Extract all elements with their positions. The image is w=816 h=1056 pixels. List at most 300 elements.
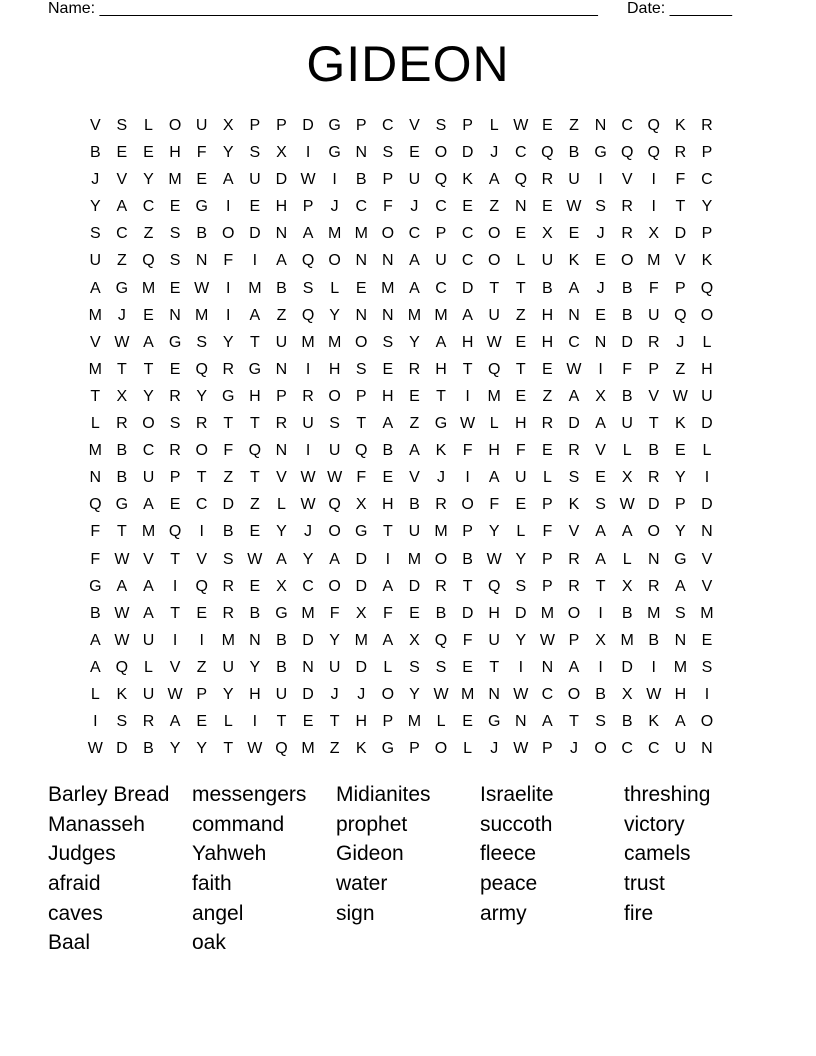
grid-cell: C (621, 117, 633, 134)
grid-cell: E (409, 387, 420, 405)
grid-cell: H (435, 360, 447, 378)
grid-cell: Q (195, 577, 208, 595)
grid-cell: H (674, 685, 687, 703)
grid-cell: I (93, 713, 98, 731)
grid-cell: O (328, 523, 341, 541)
grid-cell: T (515, 279, 526, 297)
grid-cell: W (300, 469, 316, 487)
grid-cell: W (247, 740, 263, 758)
grid-cell: W (646, 685, 662, 703)
grid-cell: V (276, 469, 287, 487)
grid-row (82, 329, 720, 356)
grid-cell: E (116, 144, 128, 162)
grid-cell: L (622, 442, 632, 460)
grid-cell: M (407, 306, 422, 324)
grid-cell: Y (329, 631, 340, 649)
grid-cell: R (541, 171, 554, 189)
grid-cell: S (595, 713, 606, 731)
grid-cell: Q (700, 279, 714, 297)
word-bank-item: Midianites (336, 783, 431, 806)
grid-cell: E (409, 144, 420, 162)
grid-cell: D (355, 550, 368, 568)
grid-cell: N (515, 198, 527, 216)
grid-cell: T (196, 469, 207, 487)
grid-cell: A (276, 252, 287, 270)
grid-cell: A (568, 387, 580, 405)
grid-cell: W (460, 415, 476, 433)
grid-cell: I (305, 144, 311, 162)
grid-cell: W (327, 469, 343, 487)
grid-cell: W (194, 279, 210, 297)
word-bank-item: Gideon (336, 842, 404, 866)
grid-cell: E (515, 496, 527, 514)
grid-cell: O (461, 496, 474, 514)
grid-cell: C (568, 333, 580, 351)
grid-cell: R (222, 360, 235, 378)
grid-cell: E (595, 469, 606, 487)
grid-cell: Z (542, 387, 553, 405)
grid-cell: Y (276, 523, 287, 541)
grid-cell: U (701, 387, 713, 405)
grid-cell: L (144, 658, 153, 676)
grid-cell: L (436, 713, 446, 731)
grid-cell: E (169, 360, 181, 378)
grid-cell: P (409, 740, 420, 758)
word-bank-item: angel (192, 901, 244, 925)
grid-cell: H (541, 333, 554, 351)
grid-cell: Y (222, 685, 234, 703)
grid-cell: P (542, 577, 553, 595)
grid-cell: O (355, 333, 368, 351)
grid-cell: B (409, 496, 420, 514)
grid-cell: B (542, 279, 553, 297)
grid-cell: T (436, 387, 446, 405)
grid-cell: B (435, 604, 447, 622)
grid-cell: R (302, 387, 314, 405)
grid-cell: O (434, 550, 448, 568)
grid-cell: X (621, 469, 633, 487)
grid-cell: E (169, 279, 181, 297)
grid-cell: F (542, 523, 553, 541)
grid-cell: O (142, 415, 155, 433)
grid-cell: C (142, 442, 155, 460)
grid-cell: B (621, 604, 633, 622)
grid-cell: U (302, 415, 314, 433)
grid-cell: M (301, 333, 315, 351)
grid-cell: A (409, 442, 420, 460)
grid-cell: Q (674, 306, 687, 324)
grid-cell: X (276, 577, 287, 595)
grid-cell: N (674, 631, 687, 649)
grid-cell: U (647, 306, 660, 324)
grid-cell: A (595, 523, 606, 541)
grid-cell: T (329, 713, 340, 731)
grid-cell: I (226, 279, 231, 297)
grid-cell: A (89, 279, 101, 297)
grid-cell: M (434, 306, 448, 324)
grid-cell: F (382, 198, 393, 216)
grid-cell: H (275, 198, 288, 216)
grid-cell: J (596, 279, 605, 297)
grid-cell: E (595, 306, 606, 324)
grid-cell: S (169, 225, 181, 243)
grid-cell: X (621, 577, 633, 595)
grid-cell: Q (301, 252, 315, 270)
grid-cell: M (647, 604, 661, 622)
grid-cell: N (89, 469, 102, 487)
grid-cell: I (305, 442, 311, 460)
grid-cell: B (276, 631, 287, 649)
grid-cell: C (355, 198, 368, 216)
grid-cell: T (462, 577, 473, 595)
grid-cell: T (170, 550, 180, 568)
grid-cell: X (648, 225, 660, 243)
grid-cell: T (249, 415, 260, 433)
grid-cell: Q (434, 171, 448, 189)
grid-cell: Z (329, 740, 340, 758)
grid-cell: F (382, 604, 393, 622)
grid-cell: B (382, 442, 394, 460)
grid-cell: F (196, 144, 207, 162)
grid-cell: O (434, 144, 448, 162)
grid-cell: J (117, 306, 126, 324)
grid-cell: B (89, 604, 101, 622)
grid-cell: B (196, 225, 207, 243)
grid-cell: U (515, 469, 527, 487)
grid-cell: D (249, 225, 261, 243)
grid-cell: S (116, 117, 128, 134)
grid-cell: T (276, 713, 287, 731)
word-bank-item: threshing (624, 783, 711, 806)
grid-cell: E (542, 198, 553, 216)
grid-cell: I (172, 631, 178, 649)
grid-cell: D (701, 496, 713, 514)
word-bank-item: sign (336, 901, 375, 925)
grid-cell: Q (89, 496, 102, 514)
grid-cell: R (169, 442, 181, 460)
grid-cell: N (701, 523, 713, 541)
grid-cell: R (621, 198, 633, 216)
grid-cell: E (249, 577, 261, 595)
grid-cell: S (116, 713, 128, 731)
grid-cell: T (489, 658, 500, 676)
grid-row (82, 356, 720, 383)
grid-cell: H (249, 685, 261, 703)
grid-cell: Z (223, 469, 234, 487)
grid-cell: Y (515, 631, 527, 649)
grid-cell: M (301, 604, 315, 622)
grid-cell: Q (115, 658, 129, 676)
grid-cell: H (701, 360, 713, 378)
grid-cell: Q (328, 496, 341, 514)
grid-cell: Z (276, 306, 287, 324)
grid-cell: I (651, 658, 656, 676)
grid-cell: J (330, 685, 339, 703)
grid-cell: P (701, 144, 713, 162)
grid-cell: T (462, 360, 473, 378)
grid-row (82, 518, 720, 545)
grid-cell: W (619, 496, 635, 514)
grid-cell: E (196, 604, 207, 622)
grid-cell: B (648, 631, 660, 649)
grid-cell: I (199, 631, 204, 649)
grid-cell: Y (89, 198, 101, 216)
grid-cell: H (488, 604, 500, 622)
grid-cell: I (252, 713, 258, 731)
grid-cell: O (381, 685, 395, 703)
grid-cell: E (143, 144, 154, 162)
grid-cell: M (354, 631, 368, 649)
grid-cell: I (465, 469, 470, 487)
grid-cell: K (701, 252, 713, 270)
grid-cell: O (222, 225, 235, 243)
grid-cell: F (90, 550, 101, 568)
grid-cell: S (169, 252, 181, 270)
word-bank-item: water (336, 872, 388, 896)
grid-cell: L (383, 658, 393, 676)
grid-cell: B (355, 171, 367, 189)
grid-cell: T (648, 415, 659, 433)
grid-cell: A (222, 171, 234, 189)
grid-cell: I (332, 171, 337, 189)
grid-cell: T (515, 360, 526, 378)
grid-cell: Y (143, 171, 154, 189)
grid-cell: E (169, 198, 181, 216)
grid-cell: V (621, 171, 633, 189)
grid-cell: Q (647, 144, 660, 162)
grid-cell: W (486, 333, 502, 351)
grid-cell: P (462, 117, 473, 134)
grid-cell: G (381, 740, 395, 758)
grid-cell: E (675, 442, 686, 460)
grid-cell: G (434, 415, 448, 433)
grid-cell: X (116, 387, 128, 405)
grid-cell: K (435, 442, 447, 460)
grid-cell: I (651, 171, 656, 189)
grid-cell: D (515, 604, 527, 622)
grid-cell: X (621, 685, 633, 703)
grid-cell: Q (541, 144, 554, 162)
grid-cell: E (249, 523, 261, 541)
grid-cell: W (300, 171, 316, 189)
grid-cell: T (382, 523, 393, 541)
grid-cell: D (461, 604, 474, 622)
word-bank-item: trust (624, 872, 665, 896)
grid-cell: V (568, 523, 580, 541)
grid-cell: C (461, 252, 474, 270)
grid-cell: K (116, 685, 128, 703)
grid-row (82, 112, 720, 139)
grid-cell: G (487, 713, 501, 731)
grid-cell: Y (302, 550, 314, 568)
grid-cell: K (568, 496, 580, 514)
grid-cell: A (595, 415, 606, 433)
grid-cell: C (647, 740, 660, 758)
grid-cell: V (648, 387, 660, 405)
word-bank-item: prophet (336, 812, 408, 836)
grid-cell: P (542, 550, 553, 568)
grid-cell: S (302, 279, 314, 297)
grid-cell: U (142, 685, 155, 703)
grid-row (82, 735, 720, 762)
grid-cell: W (433, 685, 449, 703)
grid-cell: O (567, 685, 581, 703)
grid-cell: A (143, 496, 154, 514)
grid-cell: V (143, 550, 154, 568)
grid-cell: M (540, 604, 555, 622)
grid-cell: I (252, 252, 258, 270)
grid-cell: S (409, 658, 420, 676)
grid-cell: Z (117, 252, 127, 270)
grid-cell: R (568, 577, 580, 595)
grid-cell: A (675, 713, 686, 731)
word-bank-item: succoth (480, 812, 553, 836)
grid-cell: A (568, 658, 580, 676)
grid-cell: V (196, 550, 207, 568)
word-search-grid (82, 112, 720, 762)
grid-row (82, 573, 720, 600)
grid-cell: F (462, 631, 473, 649)
grid-cell: Y (249, 658, 261, 676)
grid-cell: T (170, 604, 180, 622)
grid-cell: W (114, 604, 130, 622)
grid-cell: E (249, 198, 261, 216)
grid-cell: A (595, 550, 606, 568)
grid-cell: N (382, 252, 394, 270)
grid-cell: M (620, 631, 634, 649)
grid-cell: R (647, 469, 660, 487)
grid-cell: W (513, 685, 529, 703)
grid-cell: J (304, 523, 313, 541)
grid-cell: T (223, 740, 234, 758)
grid-cell: C (195, 496, 208, 514)
grid-cell: U (328, 658, 341, 676)
grid-cell: S (435, 117, 447, 134)
grid-cell: G (248, 360, 262, 378)
grid-cell: L (622, 550, 632, 568)
grid-cell: G (222, 387, 235, 405)
grid-cell: W (513, 740, 529, 758)
grid-cell: F (329, 604, 340, 622)
grid-cell: S (249, 144, 261, 162)
grid-cell: L (277, 496, 286, 514)
grid-cell: R (674, 144, 687, 162)
name-line: Name: ________________________________________________________ (48, 0, 598, 17)
grid-cell: J (569, 740, 578, 758)
grid-cell: P (701, 225, 713, 243)
grid-cell: A (116, 577, 128, 595)
grid-cell: I (598, 658, 603, 676)
grid-cell: I (305, 360, 311, 378)
grid-cell: A (143, 577, 154, 595)
grid-cell: W (114, 550, 130, 568)
grid-cell: C (116, 225, 128, 243)
grid-cell: N (515, 713, 527, 731)
grid-cell: G (89, 577, 102, 595)
grid-cell: A (302, 225, 314, 243)
grid-cell: L (489, 415, 499, 433)
grid-cell: R (435, 496, 447, 514)
grid-cell: Y (409, 685, 420, 703)
grid-cell: F (223, 442, 234, 460)
grid-cell: P (196, 685, 207, 703)
grid-cell: C (302, 577, 314, 595)
grid-cell: H (515, 415, 527, 433)
header (48, 0, 748, 20)
grid-cell: N (594, 333, 607, 351)
grid-cell: M (407, 550, 422, 568)
grid-cell: E (409, 604, 420, 622)
grid-cell: P (302, 198, 314, 216)
grid-cell: V (89, 333, 101, 351)
grid-cell: U (275, 333, 288, 351)
grid-cell: M (354, 225, 368, 243)
grid-cell: B (276, 658, 287, 676)
grid-cell: J (490, 740, 499, 758)
grid-cell: E (196, 713, 207, 731)
word-bank-item: peace (480, 872, 538, 896)
grid-cell: M (673, 658, 688, 676)
grid-cell: D (674, 225, 687, 243)
grid-cell: L (702, 442, 712, 460)
grid-cell: B (116, 469, 128, 487)
grid-cell: W (672, 387, 688, 405)
word-bank-item: Barley Bread (48, 783, 170, 806)
grid-cell: S (382, 144, 394, 162)
grid-cell: W (566, 198, 582, 216)
grid-cell: M (327, 333, 342, 351)
grid-cell: A (488, 469, 500, 487)
grid-cell: T (117, 523, 127, 541)
grid-cell: A (329, 550, 340, 568)
grid-cell: A (542, 713, 553, 731)
grid-cell: Z (515, 306, 526, 324)
word-bank-item: Baal (48, 931, 91, 955)
grid-row (82, 166, 720, 193)
grid-cell: B (116, 442, 128, 460)
grid-cell: C (142, 198, 155, 216)
grid-cell: R (222, 604, 235, 622)
grid-cell: R (408, 360, 421, 378)
grid-cell: R (169, 387, 181, 405)
grid-cell: Z (675, 360, 686, 378)
grid-cell: M (487, 387, 501, 405)
grid-cell: F (622, 360, 633, 378)
grid-cell: N (195, 252, 208, 270)
grid-cell: I (598, 604, 603, 622)
word-bank-item: oak (192, 931, 226, 955)
grid-cell: Y (701, 198, 713, 216)
grid-cell: N (355, 252, 368, 270)
grid-row (82, 275, 720, 302)
word-bank-item: army (480, 901, 527, 925)
word-bank-item: fleece (480, 842, 537, 866)
grid-cell: W (486, 550, 502, 568)
grid-cell: B (595, 685, 606, 703)
word-bank-item: messengers (192, 783, 307, 806)
grid-cell: D (275, 171, 288, 189)
grid-cell: V (116, 171, 128, 189)
grid-cell: P (355, 117, 367, 134)
grid-cell: D (647, 496, 660, 514)
grid-cell: D (701, 415, 713, 433)
grid-cell: P (648, 360, 660, 378)
grid-cell: C (461, 225, 474, 243)
grid-cell: P (249, 117, 261, 134)
grid-cell: Y (143, 387, 154, 405)
grid-cell: I (518, 658, 524, 676)
grid-cell: L (516, 252, 526, 270)
